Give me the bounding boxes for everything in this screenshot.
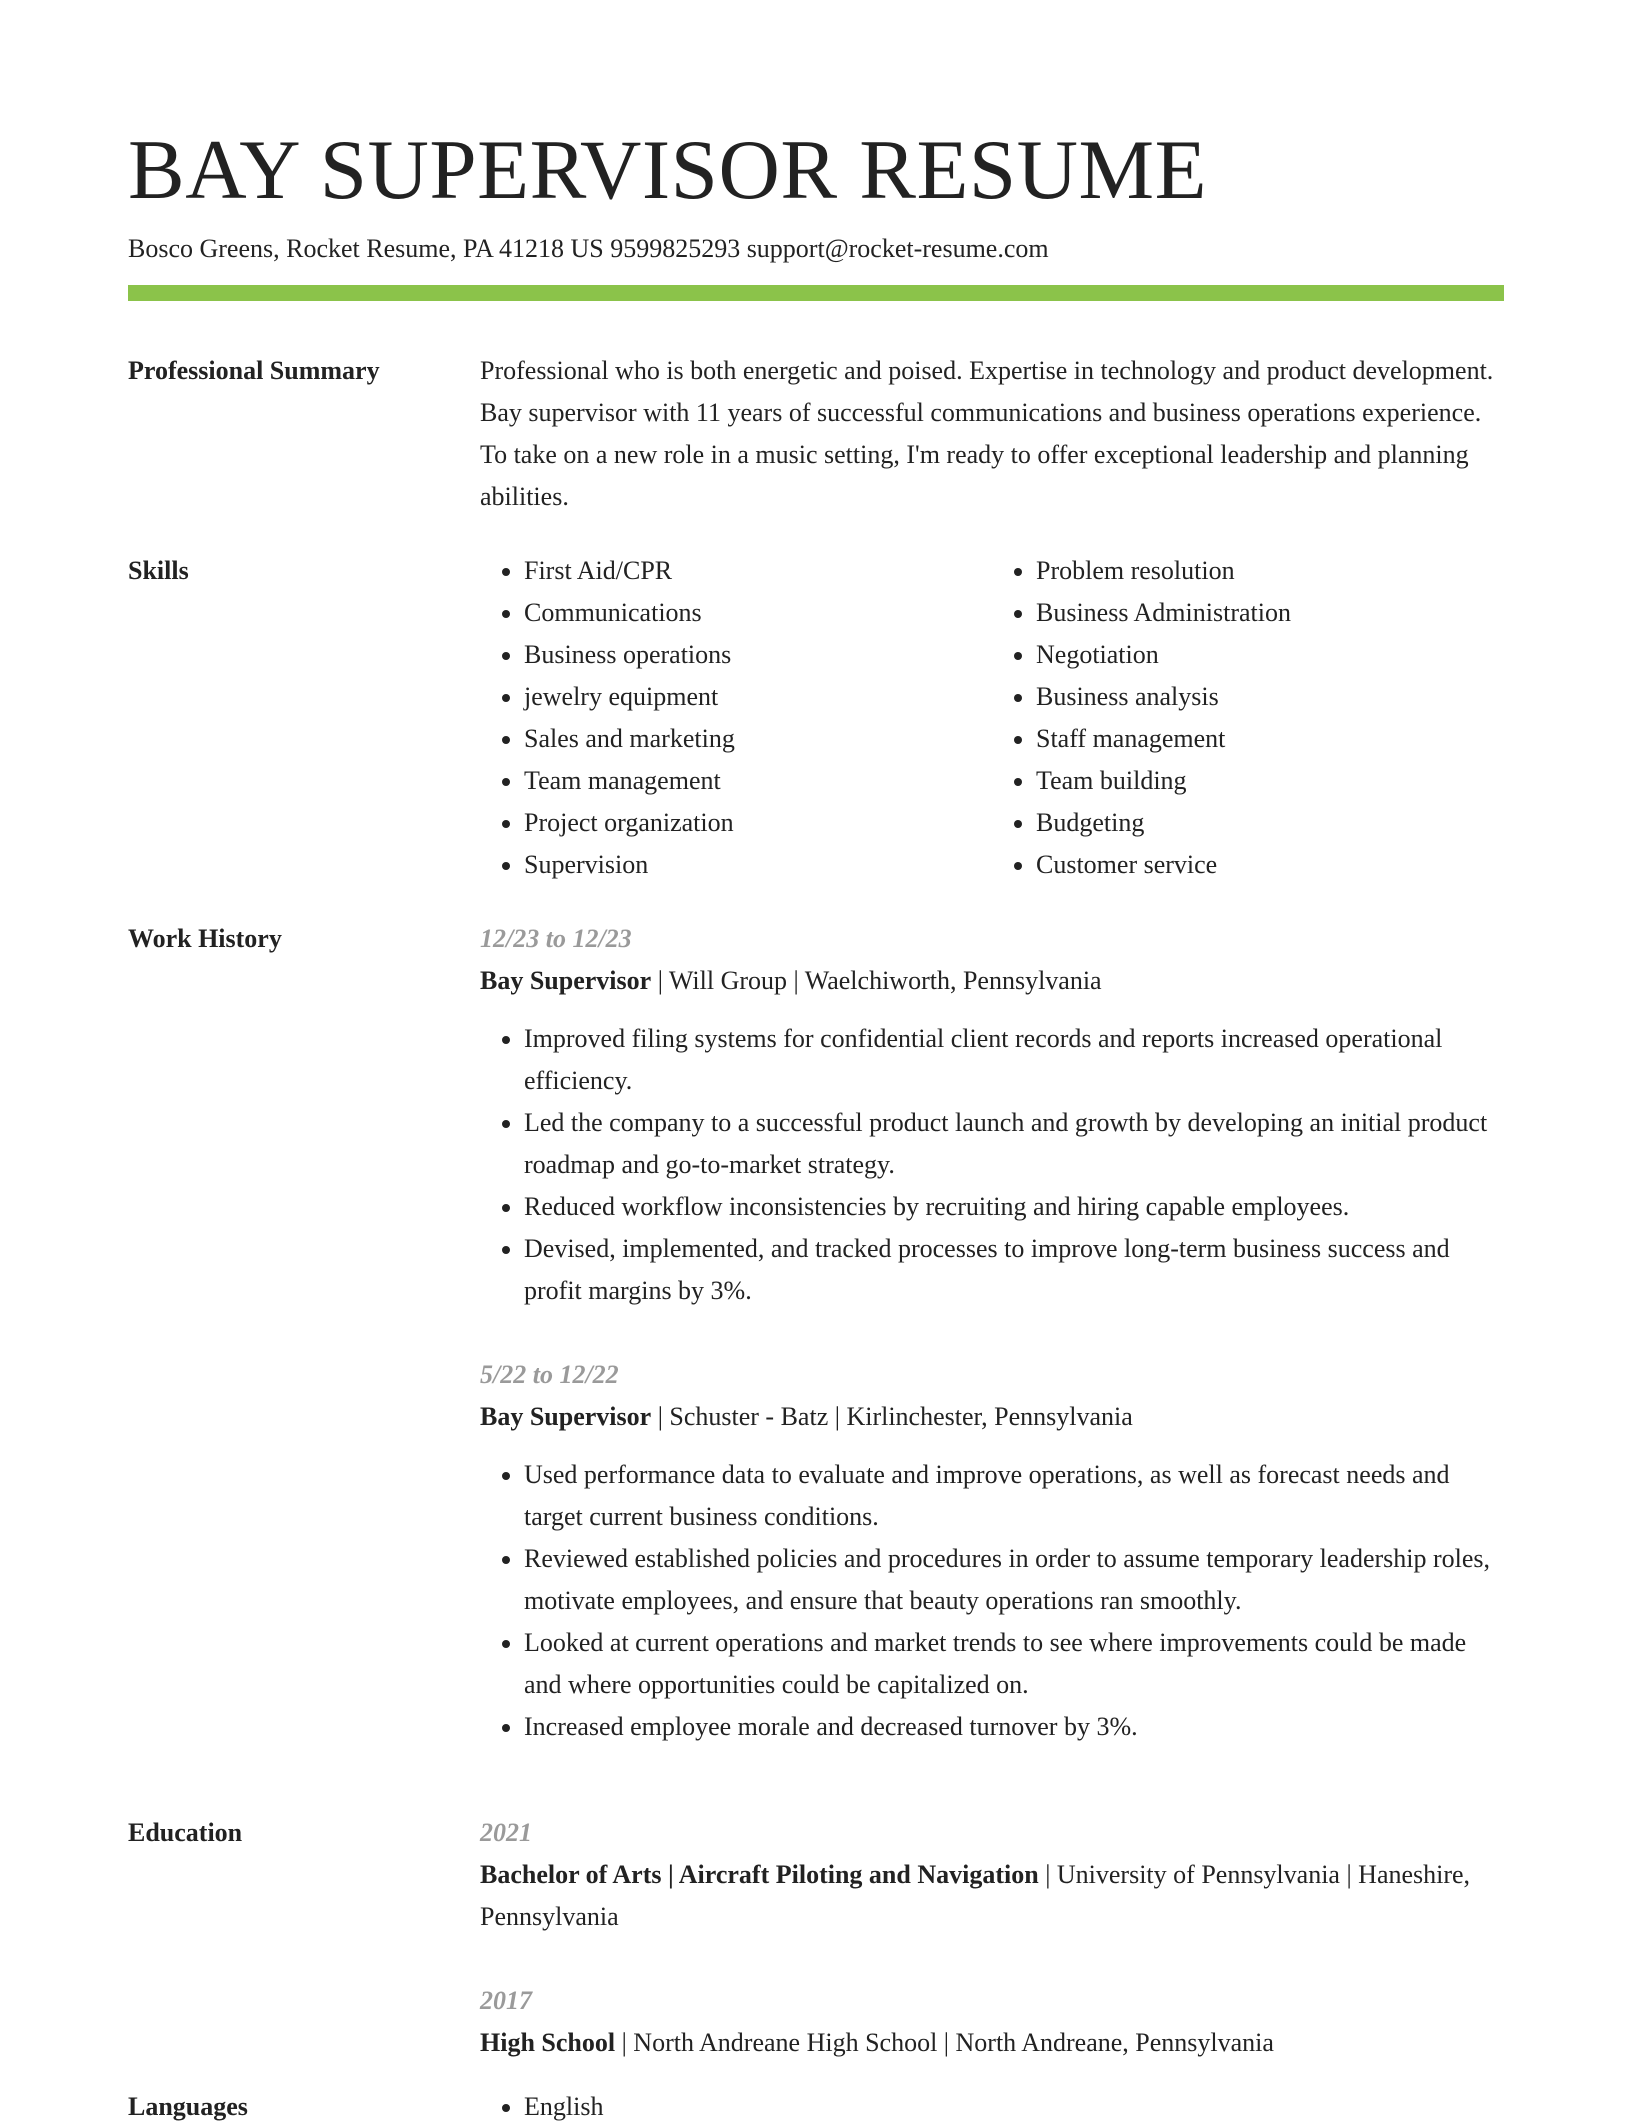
skill-item: • Budgeting — [1036, 802, 1504, 844]
education-entry — [480, 1812, 1504, 1938]
job-role-line — [480, 1396, 1504, 1438]
job-title: Bay Supervisor — [480, 1402, 652, 1431]
skill-item: • Negotiation — [1036, 634, 1504, 676]
job-bullets — [480, 1018, 1504, 1312]
job-details: | Schuster - Batz | Kirlinchester, Pennsylvania — [651, 1402, 1133, 1431]
job-bullet: • Looked at current operations and market trends to see where improvements could be made and where opportunities could be capitalized on. — [524, 1622, 1504, 1706]
education-date: 2021 — [480, 1818, 532, 1847]
education-date: 2017 — [480, 1986, 532, 2015]
section-heading: Languages — [128, 2092, 248, 2121]
contact-line: Bosco Greens, Rocket Resume, PA 41218 US 9599825293 support@rocket-resume.com — [128, 234, 1049, 263]
skill-item: • Sales and marketing — [524, 718, 992, 760]
section-body — [480, 550, 1504, 886]
language-item: • English — [524, 2086, 1504, 2128]
education-line — [480, 2022, 1504, 2064]
section-heading: Skills — [128, 556, 189, 585]
job-bullet: • Devised, implemented, and tracked processes to improve long-term business success and profit margins by 3%. — [524, 1228, 1504, 1312]
job-entry — [480, 918, 1504, 1312]
job-bullet: • Reduced workflow inconsistencies by recruiting and hiring capable employees. — [524, 1186, 1504, 1228]
education-line — [480, 1854, 1504, 1938]
job-date: 12/23 to 12/23 — [480, 924, 632, 953]
skill-item: • Business Administration — [1036, 592, 1504, 634]
section-heading: Professional Summary — [128, 356, 380, 385]
skill-item: • Team building — [1036, 760, 1504, 802]
education-degree: Bachelor of Arts | Aircraft Piloting and Navigation — [480, 1860, 1039, 1889]
skill-item: • First Aid/CPR — [524, 550, 992, 592]
summary-text: Professional who is both energetic and poised. Expertise in technology and product development. Bay supervisor with 11 years of successful communications and business operations experience. To take on a new role in a music setting, I'm ready to offer exceptional leadership and planning abilities. — [480, 356, 1494, 511]
job-bullet: • Used performance data to evaluate and improve operations, as well as forecast needs and target current business conditions. — [524, 1454, 1504, 1538]
job-title: Bay Supervisor — [480, 966, 652, 995]
section-body — [480, 350, 1504, 518]
languages-list — [480, 2086, 1504, 2128]
skill-item: • Communications — [524, 592, 992, 634]
skill-item: • jewelry equipment — [524, 676, 992, 718]
skill-item: • Problem resolution — [1036, 550, 1504, 592]
skills-list-right — [992, 550, 1504, 886]
job-bullet: • Improved filing systems for confidential client records and reports increased operational efficiency. — [524, 1018, 1504, 1102]
job-details: | Will Group | Waelchiworth, Pennsylvania — [651, 966, 1102, 995]
section-heading: Work History — [128, 924, 282, 953]
job-bullet: • Reviewed established policies and procedures in order to assume temporary leadership roles, motivate employees, and ensure that beauty operations ran smoothly. — [524, 1538, 1504, 1622]
job-spacer — [480, 1312, 1504, 1354]
skills-columns — [480, 550, 1504, 886]
skill-item: • Business operations — [524, 634, 992, 676]
job-bullet: • Led the company to a successful product launch and growth by developing an initial product roadmap and go-to-market strategy. — [524, 1102, 1504, 1186]
skill-item: • Business analysis — [1036, 676, 1504, 718]
section-body — [480, 918, 1504, 1748]
job-bullet: • Increased employee morale and decreased turnover by 3%. — [524, 1706, 1504, 1748]
education-details: | University of Pennsylvania | Haneshire, Pennsylvania — [480, 1860, 1471, 1931]
education-entry — [480, 1980, 1504, 2064]
section-body — [480, 1812, 1504, 2064]
education-details: | North Andreane High School | North Andreane, Pennsylvania — [615, 2028, 1274, 2057]
job-date: 5/22 to 12/22 — [480, 1360, 619, 1389]
skill-item: • Customer service — [1036, 844, 1504, 886]
accent-divider — [128, 285, 1504, 301]
job-role-line — [480, 960, 1504, 1002]
skill-item: • Supervision — [524, 844, 992, 886]
skill-item: • Team management — [524, 760, 992, 802]
section-body — [480, 2086, 1504, 2128]
job-bullets — [480, 1454, 1504, 1748]
skills-list-left — [480, 550, 992, 886]
education-spacer — [480, 1938, 1504, 1980]
skill-item: • Staff management — [1036, 718, 1504, 760]
education-degree: High School — [480, 2028, 616, 2057]
job-entry — [480, 1354, 1504, 1748]
resume-title: BAY SUPERVISOR RESUME — [128, 123, 1208, 217]
skill-item: • Project organization — [524, 802, 992, 844]
section-heading: Education — [128, 1818, 243, 1847]
